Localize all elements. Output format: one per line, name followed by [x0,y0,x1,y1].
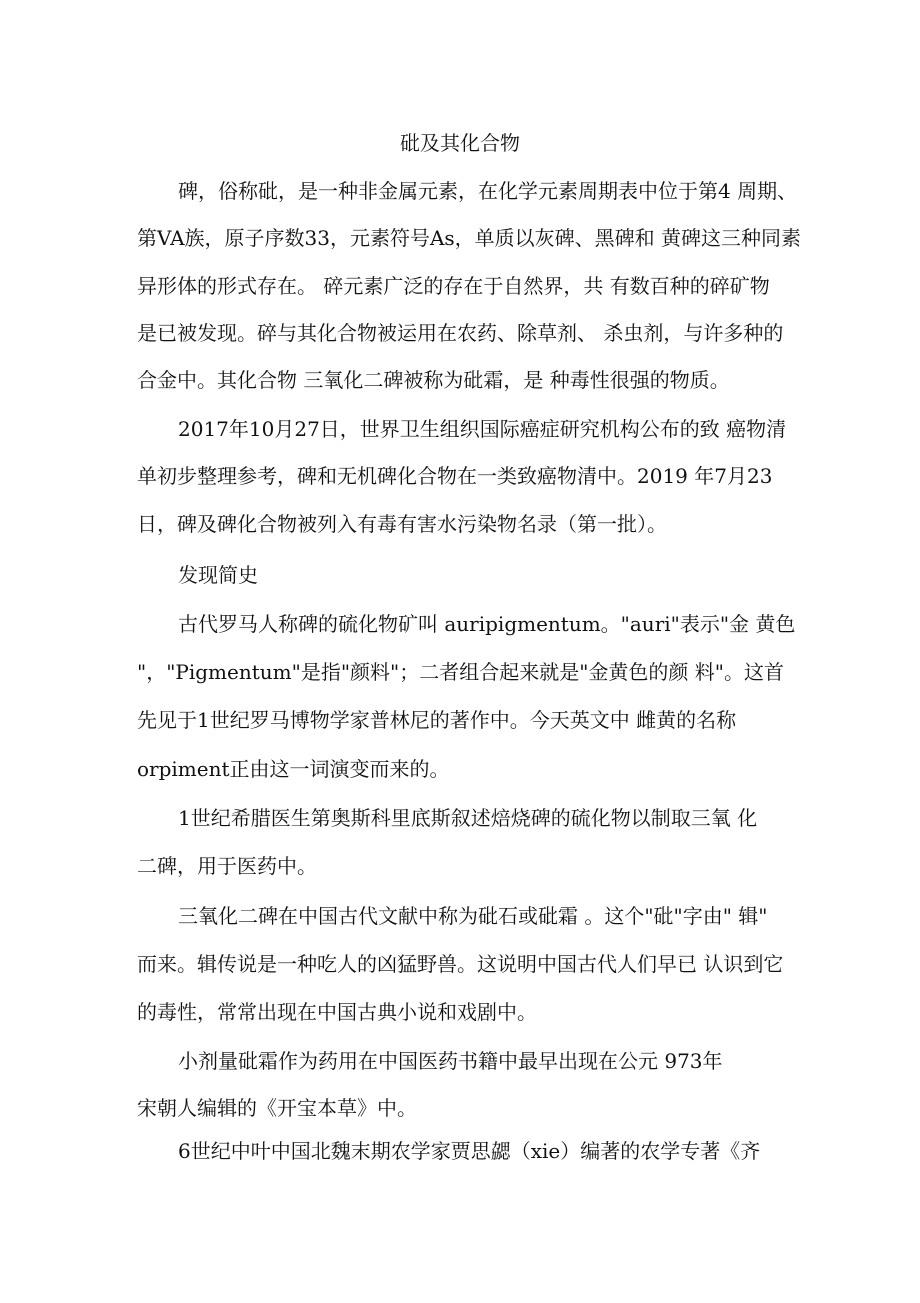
text-line: 先见于1世纪罗马博物学家普林尼的著作中。今天英文中 雌黄的名称 [137,708,737,732]
text-line: 异形体的形式存在。 碎元素广泛的存在于自然界，共 有数百种的碎矿物 [137,274,770,298]
text-line: 而来。辑传说是一种吃人的凶猛野兽。这说明中国古代人们早已 认识到它 [137,952,784,976]
text-line: 第VA族，原子序数33，元素符号As，单质以灰碑、黑碑和 黄碑这三种同素 [137,226,802,250]
text-line: "，"Pigmentum"是指"颜料"；二者组合起来就是"金黄色的颜 料"。这首 [137,660,784,684]
document-title: 砒及其化合物 [400,131,520,155]
text-line: 碑，俗称砒，是一种非金属元素，在化学元素周期表中位于第4 周期、 [178,179,798,203]
text-line: 日，碑及碑化合物被列入有毒有害水污染物名录（第一批）。 [137,512,667,536]
text-line: 6世纪中叶中国北魏末期农学家贾思勰（xie）编著的农学专著《齐 [178,1139,761,1163]
text-line: 二碑，用于医药中。 [137,854,317,878]
section-heading: 发现简史 [178,563,258,587]
text-line: 古代罗马人称碑的硫化物矿叫 auripigmentum。"auri"表示"金 黄色 [178,612,796,636]
text-line: 小剂量砒霜作为药用在中国医药书籍中最早出现在公元 973年 [178,1049,723,1073]
text-line: 是已被发现。碎与其化合物被运用在农药、除草剂、 杀虫剂，与许多种的 [137,321,784,345]
text-line: orpiment正由这一词演变而来的。 [137,757,450,781]
text-line: 的毒性，常常出现在中国古典小说和戏剧中。 [137,1000,537,1024]
text-line: 单初步整理参考，碑和无机碑化合物在一类致癌物清中。2019 年7月23 [137,464,773,488]
text-line: 三氧化二碑在中国古代文献中称为砒石或砒霜 。这个"砒"字由" 辑" [178,904,768,928]
text-line: 合金中。其化合物 三氧化二碑被称为砒霜，是 种毒性很强的物质。 [137,368,730,392]
text-line: 2017年10月27日，世界卫生组织国际癌症研究机构公布的致 癌物清 [178,417,787,441]
text-line: 1世纪希腊医生第奥斯科里底斯叙述焙烧碑的硫化物以制取三氧 化 [178,806,758,830]
text-line: 宋朝人编辑的《开宝本草》中。 [137,1096,417,1120]
